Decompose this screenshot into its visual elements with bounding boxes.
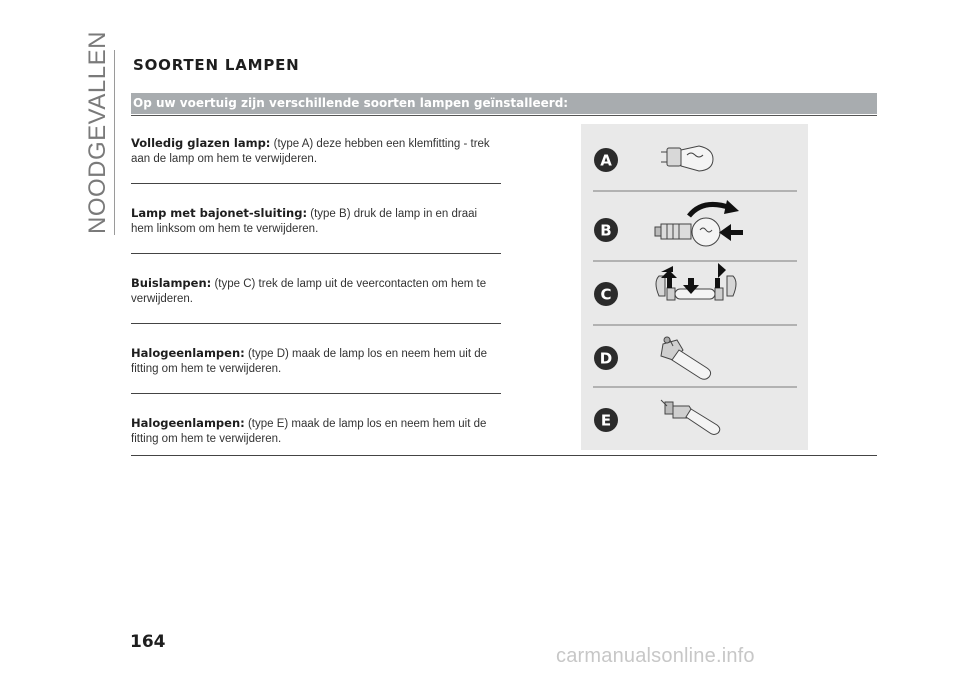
banner-rule bbox=[131, 115, 877, 116]
item-divider bbox=[131, 323, 501, 324]
side-tab-label: NOODGEVALLEN bbox=[84, 31, 111, 234]
lamp-type-item bbox=[131, 206, 501, 253]
lamp-type-term: Buislampen: bbox=[131, 276, 212, 290]
badge-c-label: C bbox=[600, 285, 612, 304]
lamp-type-item bbox=[131, 136, 501, 183]
intro-banner bbox=[131, 93, 877, 114]
badge-d-label: D bbox=[599, 349, 613, 368]
item-divider bbox=[131, 183, 501, 184]
bottom-rule bbox=[131, 455, 877, 456]
page-number: 164 bbox=[130, 632, 166, 652]
lamp-type-term: Volledig glazen lamp: bbox=[131, 136, 271, 150]
lamp-type-term: Halogeenlampen: bbox=[131, 416, 245, 430]
twist-arrow-icon bbox=[689, 200, 739, 216]
lamp-type-list bbox=[131, 136, 501, 463]
lamp-type-term: Halogeenlampen: bbox=[131, 346, 245, 360]
lamp-type-description: (type E) maak de lamp los en neem hem uit de fitting om hem te verwijderen. bbox=[131, 418, 487, 445]
lamp-type-item bbox=[131, 346, 501, 393]
wedge-bulb-icon bbox=[661, 146, 713, 171]
badge-e-label: E bbox=[600, 411, 612, 430]
halogen-bulb-e-icon bbox=[661, 400, 720, 435]
item-divider bbox=[131, 253, 501, 254]
badge-b-label: B bbox=[600, 221, 612, 240]
lamp-type-description: (type B) druk de lamp in en draai hem linksom om hem te verwijderen. bbox=[131, 208, 478, 235]
badge-c bbox=[594, 282, 618, 306]
intro-banner-text: Op uw voertuig zijn verschillende soorten lampen geïnstalleerd: bbox=[133, 96, 569, 110]
lamp-type-description: (type A) deze hebben een klemfitting - trek aan de lamp om hem te verwijderen. bbox=[131, 138, 490, 165]
lamp-type-description: (type D) maak de lamp los en neem hem uit de fitting om hem te verwijderen. bbox=[131, 348, 488, 375]
item-divider bbox=[131, 393, 501, 394]
lamp-types-illustration bbox=[581, 124, 808, 450]
section-side-tab bbox=[84, 31, 111, 236]
bayonet-bulb-icon bbox=[655, 218, 720, 246]
section-title: SOORTEN LAMPEN bbox=[133, 56, 300, 74]
side-tab-rule bbox=[114, 50, 115, 235]
badge-a bbox=[594, 148, 618, 172]
push-arrow-icon bbox=[719, 224, 743, 241]
watermark: carmanualsonline.info bbox=[556, 645, 755, 667]
badge-d bbox=[594, 346, 618, 370]
halogen-bulb-d-icon bbox=[661, 337, 711, 379]
lamp-type-item bbox=[131, 276, 501, 323]
lamp-type-description: (type C) trek de lamp uit de veercontacten om hem te verwijderen. bbox=[131, 278, 487, 305]
badge-b bbox=[594, 218, 618, 242]
lamp-type-term: Lamp met bajonet-sluiting: bbox=[131, 206, 308, 220]
badge-a-label: A bbox=[600, 151, 612, 170]
badge-e bbox=[594, 408, 618, 432]
lamp-types-figure bbox=[581, 124, 808, 450]
